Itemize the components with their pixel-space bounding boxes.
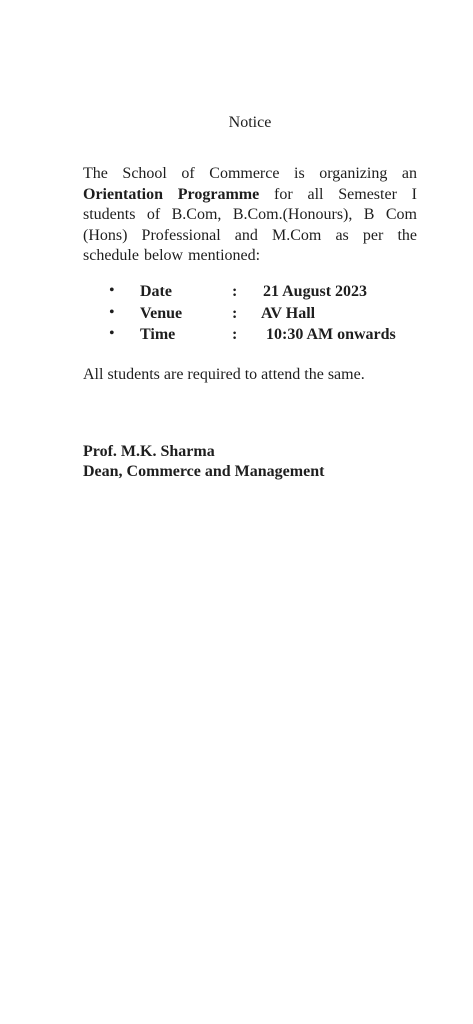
schedule-value: 21 August 2023 <box>263 283 368 300</box>
schedule-separator: : <box>232 304 238 322</box>
notice-body <box>83 164 417 267</box>
schedule-separator: : <box>232 326 238 343</box>
schedule-item-time <box>108 324 428 346</box>
schedule-value: AV Hall <box>261 304 316 322</box>
programme-name: Orientation Programme <box>83 185 260 203</box>
body-intro: The School of Commerce is organizing an <box>83 165 417 182</box>
bullet-icon: • <box>109 325 115 342</box>
closing-statement: All students are required to attend the same. <box>83 366 365 383</box>
signature-block <box>83 442 324 482</box>
schedule-label: Venue <box>140 304 183 322</box>
bullet-icon: • <box>109 303 115 321</box>
schedule-label: Time <box>140 326 176 343</box>
signatory-name: Prof. M.K. Sharma <box>83 443 215 460</box>
schedule-value: 10:30 AM onwards <box>266 326 396 343</box>
schedule-item-venue <box>108 303 428 325</box>
body-rest: for all Semester I students of B.Com, B.Com.(Honours), B Com (Hons) Professional and M.Com as per the schedule below mentioned: <box>83 185 418 264</box>
bullet-icon: • <box>109 282 115 299</box>
schedule-label: Date <box>140 283 172 300</box>
schedule-separator: : <box>232 283 238 300</box>
signatory-designation: Dean, Commerce and Management <box>83 463 325 480</box>
notice-title: Notice <box>228 114 272 131</box>
schedule-list <box>108 281 428 346</box>
schedule-item-date <box>108 281 428 303</box>
